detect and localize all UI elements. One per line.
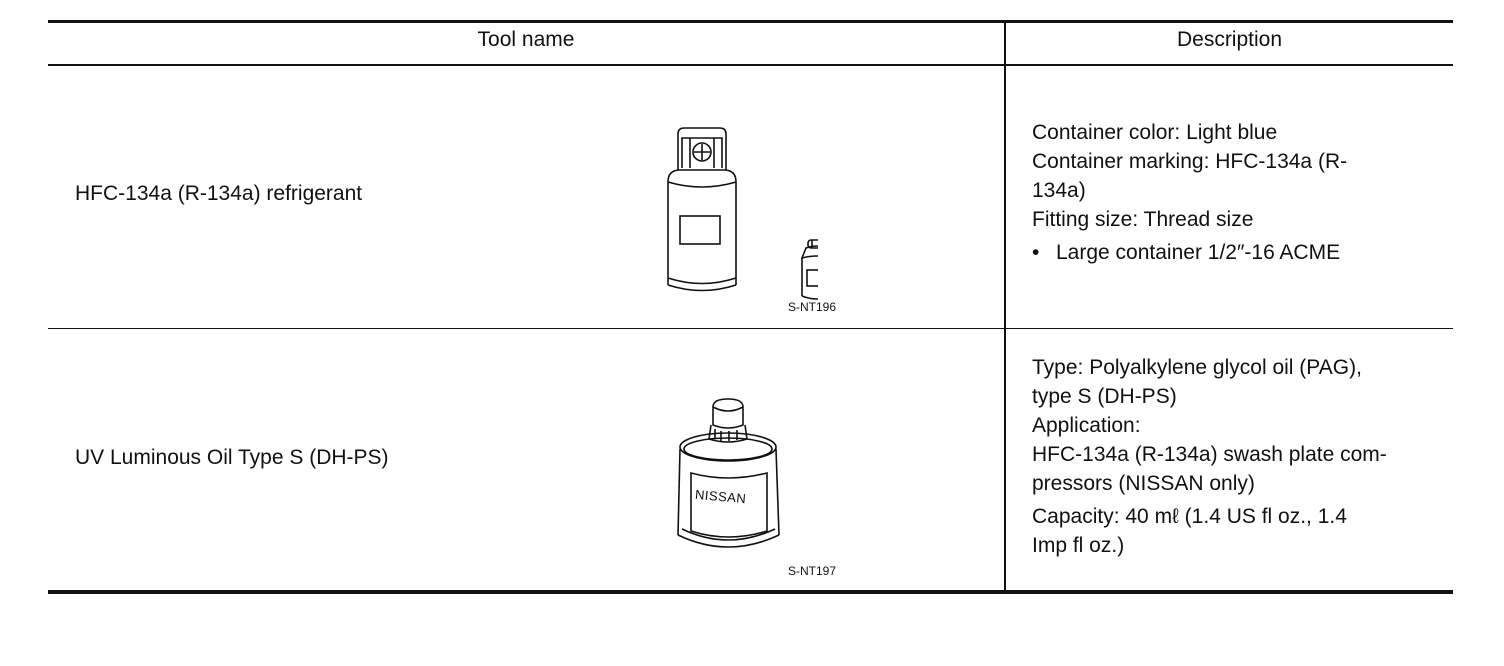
bullet-text: Large container 1/2″-16 ACME <box>1056 241 1341 264</box>
description-line: Application: <box>1032 414 1141 437</box>
description-line: Type: Polyalkylene glycol oil (PAG), <box>1032 356 1362 379</box>
row-1-tool-name: HFC-134a (R-134a) refrigerant <box>75 182 363 205</box>
table-top-rule <box>48 20 1453 23</box>
description-line: HFC-134a (R-134a) swash plate com- <box>1032 443 1387 466</box>
description-line: type S (DH-PS) <box>1032 385 1177 408</box>
row-1-description <box>1032 118 1442 267</box>
description-line: Imp fl oz.) <box>1032 534 1125 557</box>
table-header-rule <box>48 64 1453 66</box>
refrigerant-can-illustration <box>658 120 818 300</box>
table-column-divider <box>1004 20 1006 592</box>
bullet-marker: • <box>1032 241 1040 264</box>
row-2-description <box>1032 353 1442 560</box>
description-line: Container marking: HFC-134a (R- <box>1032 150 1348 173</box>
column-header-tool-name: Tool name <box>477 28 575 51</box>
oil-can-illustration <box>673 395 788 555</box>
row-2-tool-name: UV Luminous Oil Type S (DH-PS) <box>75 446 389 469</box>
description-line: pressors (NISSAN only) <box>1032 472 1255 495</box>
table-bottom-rule <box>48 590 1453 594</box>
description-line: 134a) <box>1032 179 1086 202</box>
description-line: Fitting size: Thread size <box>1032 208 1254 231</box>
description-line: Capacity: 40 mℓ (1.4 US fl oz., 1.4 <box>1032 505 1347 528</box>
table-row-divider <box>48 328 1453 329</box>
description-line: Container color: Light blue <box>1032 121 1278 144</box>
figure-code-s-nt196: S-NT196 <box>788 300 837 314</box>
figure-code-s-nt197: S-NT197 <box>788 564 837 578</box>
nissan-container-label: NISSAN <box>694 486 747 507</box>
column-header-description: Description <box>1176 28 1283 51</box>
description-bullet-item <box>1032 238 1442 267</box>
